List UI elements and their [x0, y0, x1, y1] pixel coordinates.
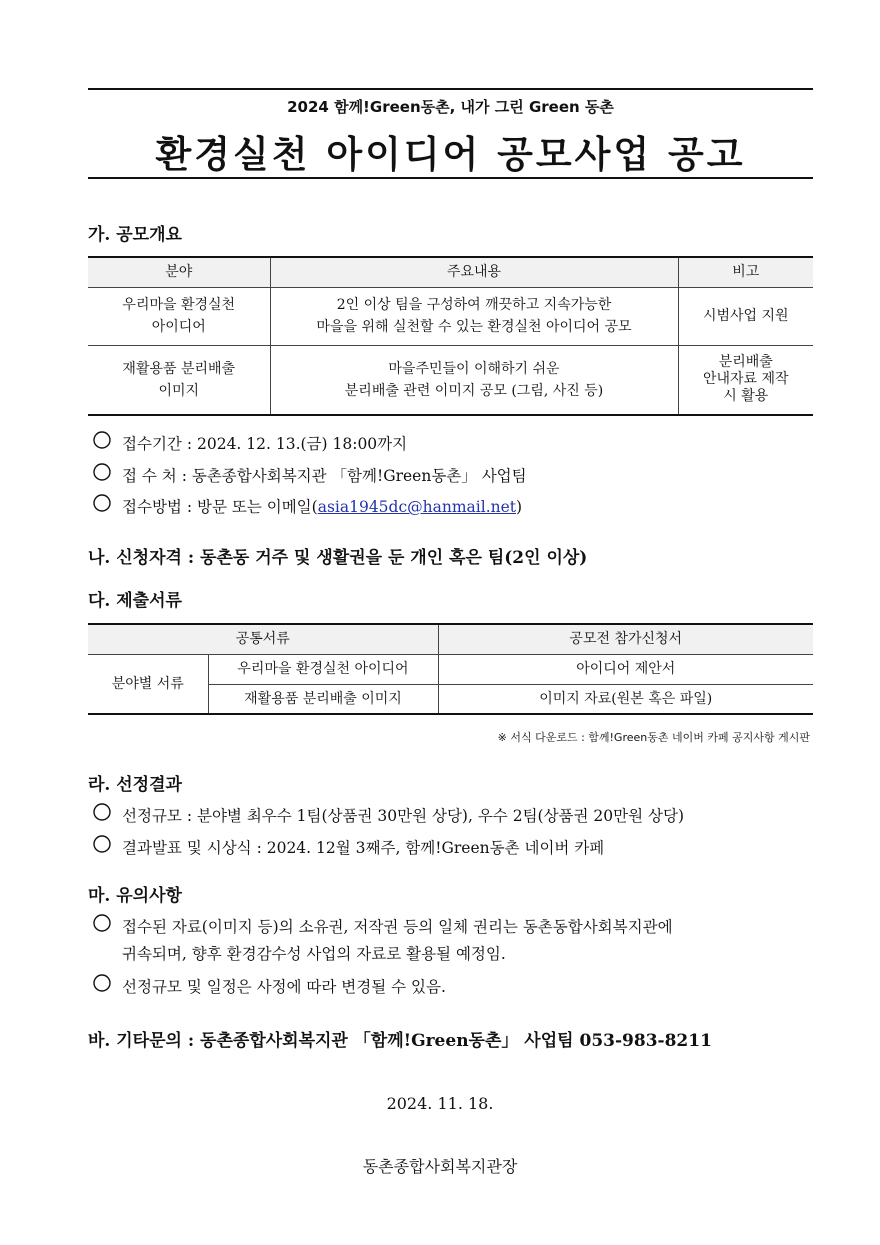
- table-row: [88, 345, 813, 415]
- table-header-cell: 주요내용: [270, 257, 678, 287]
- list-item: [92, 972, 446, 997]
- cell-line: 재활용품 분리배출: [122, 360, 236, 377]
- cell-line: 2인 이상 팀을 구성하여 깨끗하고 지속가능한: [336, 297, 612, 313]
- table-cell-field: [88, 287, 270, 345]
- bullet-text: 결과발표 및 시상식 : 2024. 12월 3째주, 함께!Green동촌 네이버 카페: [122, 839, 605, 857]
- table-header-cell: 분야: [88, 257, 270, 287]
- list-item-continuation: 귀속되며, 향후 환경감수성 사업의 자료로 활용될 예정임.: [122, 945, 506, 963]
- section-heading-documents: 다. 제출서류: [88, 591, 182, 611]
- list-item: [92, 833, 604, 858]
- circle-bullet-icon: [92, 429, 112, 449]
- bullet-label: 접수방법: [122, 498, 182, 516]
- cell-line: 분리배출: [718, 354, 773, 371]
- circle-bullet-icon: [92, 912, 112, 932]
- bullet-text: 선정규모 : 분야별 최우수 1팀(상품권 30만원 상당), 우수 2팀(상품권 20만원 상당): [122, 807, 685, 825]
- circle-bullet-icon: [92, 461, 112, 481]
- bullet-text: ): [516, 498, 523, 516]
- download-note: ※ 서식 다운로드 : 함께!Green동촌 네이버 카페 공지사항 게시판: [497, 731, 810, 744]
- page-title: 환경실천 아이디어 공모사업 공고: [155, 133, 746, 176]
- top-rule: [88, 88, 813, 90]
- documents-table: [88, 623, 813, 715]
- bullet-text: 접수된 자료(이미지 등)의 소유권, 저작권 등의 일체 권리는 동촌동합사회복지관에: [122, 918, 673, 936]
- list-item: [92, 461, 527, 486]
- section-heading-eligibility: 나. 신청자격 : 동촌동 거주 및 생활권을 둔 개인 혹은 팀(2인 이상): [88, 548, 588, 568]
- circle-bullet-icon: [92, 972, 112, 992]
- bullet-label: 접 수 처: [122, 467, 177, 485]
- cell-line: 마을주민들이 이해하기 쉬운: [388, 360, 560, 377]
- table-cell-content: [270, 345, 678, 415]
- cell-line: 시범사업 지원: [702, 308, 789, 324]
- table-cell-field: 우리마을 환경실천 아이디어: [208, 654, 438, 684]
- cell-line: 안내자료 제작: [702, 371, 789, 388]
- table-cell-note: [678, 287, 813, 345]
- list-item: [92, 912, 673, 937]
- circle-bullet-icon: [92, 801, 112, 821]
- email-link[interactable]: asia1945dc@hanmail.net: [317, 498, 517, 516]
- section-heading-overview: 가. 공모개요: [88, 225, 182, 245]
- title-bottom-rule: [88, 177, 813, 179]
- cell-line: 우리마을 환경실천: [122, 297, 236, 313]
- section-heading-contact: 바. 기타문의 : 동촌종합사회복지관 「함께!Green동촌」 사업팀 053-983-8211: [88, 1031, 712, 1051]
- table-header-cell: 공모전 참가신청서: [438, 624, 813, 654]
- bullet-text: : 2024. 12. 13.(금) 18:00까지: [181, 435, 408, 453]
- list-item: [92, 801, 684, 826]
- signer: 동촌종합사회복지관장: [362, 1157, 518, 1176]
- cell-line: 이미지: [158, 382, 200, 399]
- table-cell-field: [88, 345, 270, 415]
- list-item: [92, 429, 407, 454]
- cell-line: 마을을 위해 실천할 수 있는 환경실천 아이디어 공모: [316, 319, 632, 335]
- bullet-text: : 동촌종합사회복지관 「함께!Green동촌」 사업팀: [176, 467, 527, 485]
- table-cell-note: [678, 345, 813, 415]
- list-item: [92, 492, 522, 517]
- cell-line: 분리배출 관련 이미지 공모 (그림, 사진 등): [344, 382, 604, 399]
- circle-bullet-icon: [92, 833, 112, 853]
- table-cell-doc: 아이디어 제안서: [438, 654, 813, 684]
- subtitle: 2024 함께!Green동촌, 내가 그린 Green 동촌: [287, 98, 614, 116]
- table-cell-content: [270, 287, 678, 345]
- table-cell-group: 분야별 서류: [88, 654, 208, 714]
- issue-date: 2024. 11. 18.: [386, 1094, 494, 1113]
- section-heading-results: 라. 선정결과: [88, 775, 182, 795]
- section-heading-notes: 마. 유의사항: [88, 886, 182, 906]
- table-row: [88, 654, 813, 684]
- bullet-text: 선정규모 및 일정은 사정에 따라 변경될 수 있음.: [122, 978, 446, 996]
- bullet-label: 접수기간: [122, 435, 182, 453]
- circle-bullet-icon: [92, 492, 112, 512]
- overview-table: [88, 256, 813, 416]
- table-cell-field: 재활용품 분리배출 이미지: [208, 684, 438, 714]
- cell-line: 시 활용: [723, 388, 769, 405]
- bullet-text: : 방문 또는 이메일(: [181, 498, 318, 516]
- cell-line: 아이디어: [151, 319, 206, 335]
- table-header-cell: 비고: [678, 257, 813, 287]
- table-header-cell: 공통서류: [88, 624, 438, 654]
- table-row: [88, 287, 813, 345]
- table-cell-doc: 이미지 자료(원본 혹은 파일): [438, 684, 813, 714]
